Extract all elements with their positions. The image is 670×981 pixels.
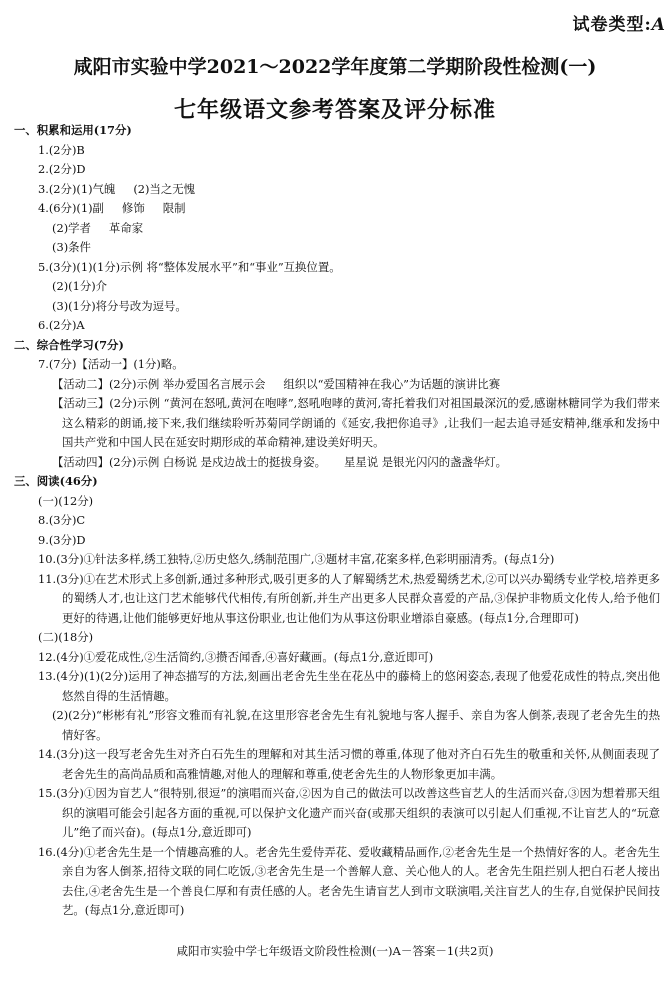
answer-line: 6.(2分)A	[38, 318, 85, 332]
answer-line	[14, 199, 660, 219]
answer-line: 8.(3分)C	[38, 513, 86, 527]
answer-line: 9.(3分)D	[38, 532, 86, 547]
answer-line: 2.(2分)D	[38, 162, 86, 176]
page-footer: 咸阳市实验中学七年级语文阶段性检测(一)A－答案－1(共2页)	[176, 944, 494, 958]
section-heading: 二、综合性学习(7分)	[14, 337, 124, 352]
answer-content	[14, 121, 660, 921]
answer-part: 星星说 是银光闪闪的盏盏华灯。	[343, 454, 508, 469]
answer-part: 【活动二】(2分)示例 举办爱国名言展示会	[52, 376, 266, 391]
answer-part: 革命家	[108, 220, 144, 235]
answer-part: 【活动四】(2分)示例 白杨说 是戍边战士的挺拔身姿。	[52, 454, 326, 469]
answer-paragraph: (2)(2分)“彬彬有礼”形容文雅而有礼貌,在这里形容老舍先生有礼貌地与客人握手、亲自为客人倒茶,表现了老舍先生的热情好客。	[52, 708, 660, 742]
paper-type-label	[573, 10, 666, 35]
answer-part: 限制	[162, 201, 186, 215]
answer-part: 4.(6分)(1)副	[38, 201, 104, 215]
answer-line: (3)(1分)将分号改为逗号。	[52, 298, 187, 313]
answer-part: (2)学者	[52, 220, 91, 235]
answer-paragraph: 14.(3分)这一段写老舍先生对齐白石先生的理解和对其生活习惯的尊重,体现了他对齐白石先生的敬重和关怀,从侧面表现了老舍先生的高尚品质和高雅情趣,对他人的理解和尊重,使老舍先生的人物形象更加丰满。	[38, 747, 660, 781]
answer-part: (2)当之无愧	[133, 181, 196, 196]
answer-line	[14, 453, 660, 473]
answer-line: (2)(1分)介	[52, 279, 108, 293]
paper-type-value: A	[651, 15, 666, 35]
answer-paragraph: 16.(4分)①老舍先生是一个情趣高雅的人。老舍先生爱侍弄花、爱收藏精品画作,②老舍先生是一个热情好客的人。老舍先生亲自为客人倒茶,招待文联的同仁吃饭,③老舍先生是一个善解人意、关心他人的人。老舍先生阻拦别人把白石老人接出去住,④老舍先生是一个善良仁厚和有责任感的人。老舍先生请盲艺人到市文联演唱,关注盲艺人的生存,自觉保护民间技艺。(每点1分,意近即可)	[38, 844, 660, 917]
answer-part: 3.(2分)(1)气魄	[38, 181, 116, 196]
answer-line	[14, 180, 660, 200]
answer-part: 修饰	[121, 201, 145, 215]
answer-paragraph: 10.(3分)①针法多样,绣工独特,②历史悠久,绣制范围广,③题材丰富,花案多样,色彩明丽清秀。(每点1分)	[38, 552, 555, 566]
answer-line: 1.(2分)B	[38, 142, 85, 157]
answer-line: 7.(7分)【活动一】(1分)略。	[38, 357, 184, 371]
document-subtitle: 七年级语文参考答案及评分标准	[173, 97, 496, 123]
section-heading: 三、阅读(46分)	[14, 474, 98, 488]
passage-heading: (二)(18分)	[38, 630, 94, 644]
answer-line	[14, 375, 660, 395]
answer-line	[14, 219, 660, 239]
answer-paragraph: 15.(3分)①因为盲艺人“很特别,很逗”的演唱而兴奋,②因为自己的做法可以改善这些盲艺人的生活而兴奋,③因为想着那天组织的演唱可能会引起各方面的重视,可以保护文化遗产而兴奋(或那天组织的表演可以引起人们重视,不让盲艺人的“玩意儿”绝了而兴奋)。(每点1分,意近即可)	[38, 786, 660, 839]
answer-paragraph: 【活动三】(2分)示例 “黄河在怒吼,黄河在咆哮”,怒吼咆哮的黄河,寄托着我们对祖国最深沉的爱,感谢林糖同学为我们带来这么精彩的朗诵,接下来,我们继续聆听苏菊同学朗诵的《延安,我把你追寻》,让我们一起去追寻延安精神,继承和发扬中国共产党和中国人民在延安时期形成的革命精神,建设美好明天。	[52, 396, 660, 449]
section-heading: 一、积累和运用(17分)	[14, 123, 132, 137]
answer-line: 5.(3分)(1)(1分)示例 将“整体发展水平”和“事业”互换位置。	[38, 259, 341, 274]
paper-type-label-text: 试卷类型:	[572, 15, 652, 35]
answer-paragraph: 11.(3分)①在艺术形式上多创新,通过多种形式,吸引更多的人了解蜀绣艺术,热爱蜀绣艺术,②可以兴办蜀绣专业学校,培养更多的蜀绣人才,也让这门艺术能够代代相传,有所创新,并生产出更多人民群众喜爱的产品,③保护非物质文化传人,给予他们更好的待遇,让他们能够更好地从事这份职业,也让他们为从事这份职业增添自豪感。(每点1分,合理即可)	[38, 571, 660, 625]
answer-paragraph: 12.(4分)①爱花成性,②生活简约,③攒否闻香,④喜好藏画。(每点1分,意近即可)	[38, 649, 434, 664]
passage-heading: (一)(12分)	[38, 493, 94, 508]
answer-paragraph: 13.(4分)(1)(2分)运用了神态描写的方法,刻画出老舍先生坐在花丛中的藤椅上的悠闲姿态,表现了他爱花成性的特点,突出他悠然自得的生活情趣。	[38, 669, 660, 703]
answer-part: 组织以“爱国精神在我心”为话题的演讲比赛	[283, 376, 501, 391]
document-title: 咸阳市实验中学2021～2022学年度第二学期阶段性检测(一)	[73, 56, 597, 78]
answer-line: (3)条件	[52, 240, 91, 254]
